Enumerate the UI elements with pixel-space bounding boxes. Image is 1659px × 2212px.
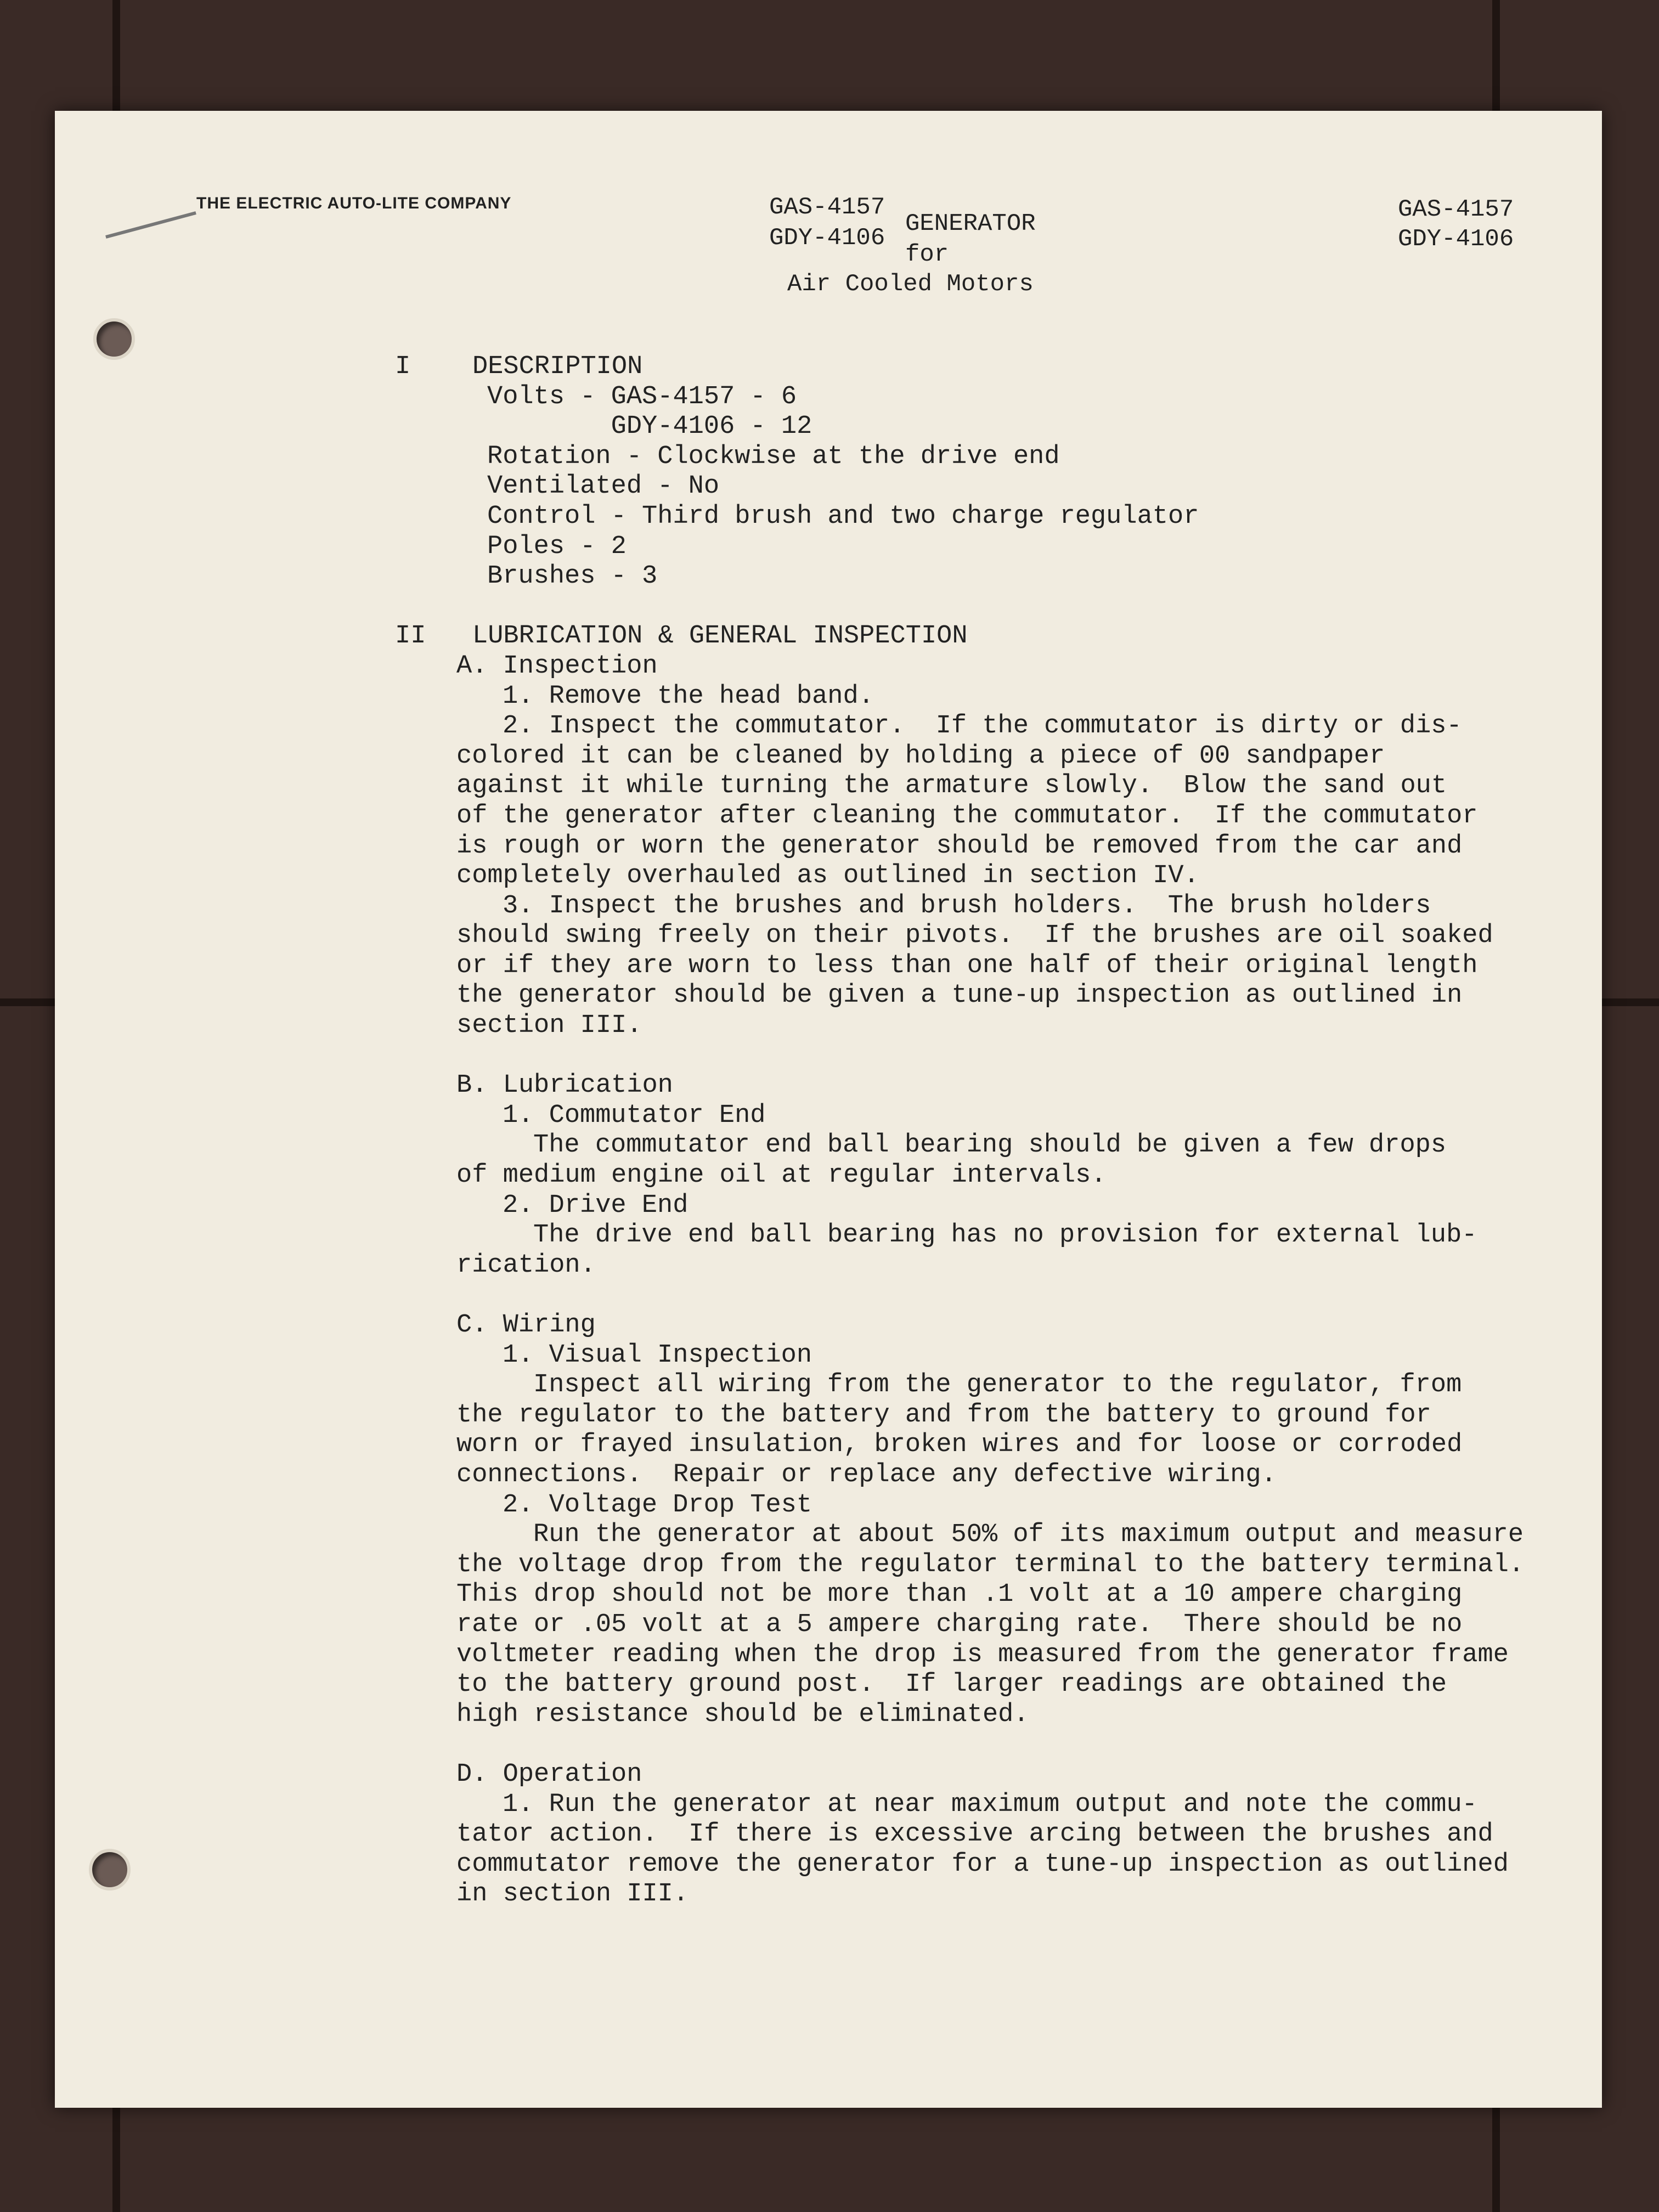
- model-number-center-1: GAS-4157: [769, 194, 885, 221]
- punch-hole-top: [93, 318, 135, 360]
- text-line: Control - Third brush and two charge regulator: [487, 501, 1199, 531]
- model-number-center-2: GDY-4106: [769, 224, 885, 252]
- text-line: 1. Remove the head band.: [503, 681, 874, 711]
- text-line: 1. Visual Inspection: [503, 1340, 812, 1370]
- text-line: Brushes - 3: [487, 562, 658, 591]
- text-line: [395, 1730, 1575, 1760]
- text-line: 1. Commutator End: [503, 1101, 766, 1130]
- text-line: to the battery ground post. If larger readings are obtained the: [456, 1670, 1447, 1700]
- text-line: GDY-4106 - 12: [487, 412, 812, 442]
- text-line: A. Inspection: [456, 651, 658, 681]
- text-line: of medium engine oil at regular intervals.: [456, 1161, 1107, 1190]
- text-line: [395, 1280, 1575, 1311]
- text-line: 3. Inspect the brushes and brush holders. The brush holders: [503, 891, 1431, 921]
- text-line: The drive end ball bearing has no provision for external lub-: [533, 1221, 1477, 1250]
- text-line: voltmeter reading when the drop is measured from the generator frame: [456, 1640, 1509, 1669]
- text-line: the voltage drop from the regulator terminal to the battery terminal.: [456, 1550, 1525, 1579]
- text-line: should swing freely on their pivots. If the brushes are oil soaked: [456, 921, 1493, 951]
- document-title-for: for: [905, 241, 949, 268]
- text-line: colored it can be cleaned by holding a piece of 00 sandpaper: [456, 741, 1385, 771]
- text-line: II LUBRICATION & GENERAL INSPECTION: [395, 622, 968, 651]
- text-line: Volts - GAS-4157 - 6: [487, 382, 797, 411]
- text-line: rate or .05 volt at a 5 ampere charging rate. There should be no: [456, 1610, 1463, 1639]
- document-subtitle: Air Cooled Motors: [787, 270, 1034, 298]
- text-line: I DESCRIPTION: [395, 352, 643, 381]
- text-line: in section III.: [456, 1880, 689, 1909]
- text-line: 2. Drive End: [503, 1190, 689, 1220]
- text-line: connections. Repair or replace any defective wiring.: [456, 1460, 1277, 1489]
- text-line: commutator remove the generator for a tune-up inspection as outlined: [456, 1849, 1509, 1879]
- text-line: the regulator to the battery and from the battery to ground for: [456, 1400, 1431, 1430]
- text-line: completely overhauled as outlined in section IV.: [456, 861, 1199, 891]
- document-body: [395, 352, 1575, 1910]
- text-line: of the generator after cleaning the commutator. If the commutator: [456, 801, 1478, 831]
- document-page: [55, 111, 1602, 2108]
- company-name: THE ELECTRIC AUTO-LITE COMPANY: [196, 194, 512, 212]
- text-line: Inspect all wiring from the generator to the regulator, from: [533, 1370, 1462, 1400]
- text-line: 2. Voltage Drop Test: [503, 1490, 812, 1520]
- text-line: The commutator end ball bearing should be given a few drops: [533, 1131, 1447, 1160]
- text-line: This drop should not be more than .1 volt at a 10 ampere charging: [456, 1580, 1463, 1610]
- text-line: D. Operation: [456, 1759, 642, 1789]
- text-line: 2. Inspect the commutator. If the commutator is dirty or dis-: [503, 712, 1462, 741]
- punch-hole-bottom: [89, 1849, 131, 1891]
- text-line: or if they are worn to less than one half of their original length: [456, 951, 1478, 980]
- text-line: [395, 592, 1575, 622]
- text-line: 1. Run the generator at near maximum output and note the commu-: [503, 1790, 1477, 1819]
- text-line: section III.: [456, 1011, 642, 1041]
- text-line: is rough or worn the generator should be removed from the car and: [456, 831, 1463, 861]
- staple: [105, 211, 196, 239]
- text-line: Ventilated - No: [487, 472, 720, 501]
- text-line: Poles - 2: [487, 532, 627, 561]
- text-line: worn or frayed insulation, broken wires and for loose or corroded: [456, 1430, 1463, 1460]
- text-line: tator action. If there is excessive arcing between the brushes and: [456, 1820, 1493, 1849]
- text-line: Rotation - Clockwise at the drive end: [487, 442, 1060, 471]
- text-line: high resistance should be eliminated.: [456, 1700, 1029, 1729]
- text-line: [395, 1041, 1575, 1071]
- text-line: Run the generator at about 50% of its maximum output and measure: [533, 1520, 1524, 1550]
- text-line: against it while turning the armature slowly. Blow the sand out: [456, 771, 1447, 801]
- text-line: C. Wiring: [456, 1311, 596, 1340]
- text-line: B. Lubrication: [456, 1071, 673, 1101]
- text-line: the generator should be given a tune-up inspection as outlined in: [456, 981, 1463, 1011]
- text-line: rication.: [456, 1250, 596, 1280]
- model-number-right-2: GDY-4106: [1398, 225, 1514, 253]
- model-number-right-1: GAS-4157: [1398, 196, 1514, 223]
- document-title: GENERATOR: [905, 210, 1036, 238]
